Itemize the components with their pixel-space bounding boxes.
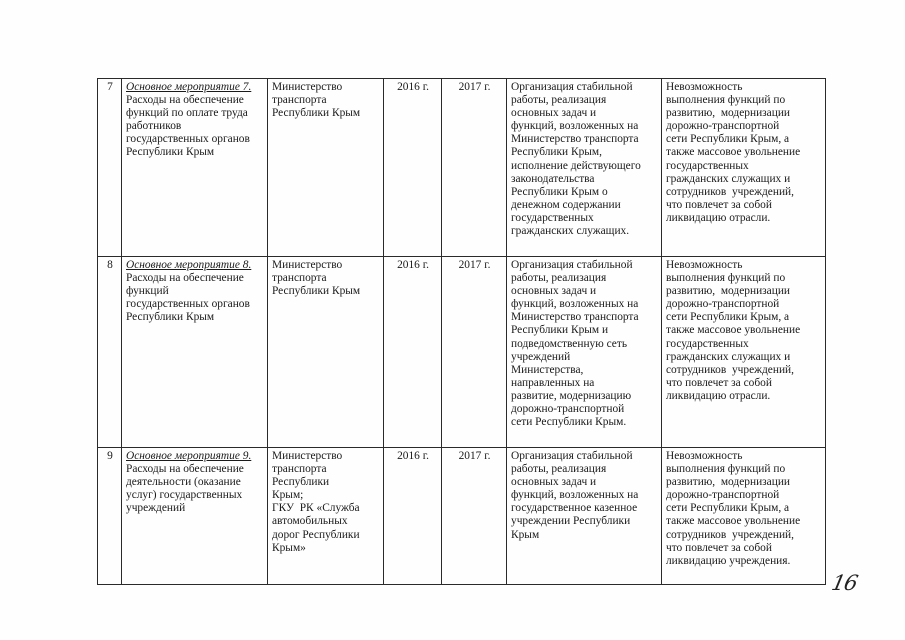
executor-cell <box>268 448 384 585</box>
consequence-line: дорожно-транспортной <box>666 120 780 133</box>
activity-description-line: учреждений <box>126 502 186 515</box>
executor-line: Крым» <box>272 541 306 554</box>
executor-line: Республики Крым <box>272 285 361 298</box>
result-line: Крым <box>511 528 540 541</box>
consequences-cell <box>662 257 826 448</box>
consequence-line: Невозможность <box>666 81 743 93</box>
executor-line: транспорта <box>272 272 327 285</box>
result-line: денежном содержании <box>511 198 621 211</box>
end-year-cell <box>442 257 507 448</box>
activity-title: Основное мероприятие 9. <box>126 450 252 462</box>
start-year: 2016 г. <box>397 81 429 93</box>
result-line: Министерство транспорта <box>511 133 639 146</box>
executor-line: Крым; <box>272 489 304 502</box>
result-line: учреждении Республики <box>511 515 631 528</box>
activity-description-line: функций по оплате труда <box>126 107 248 120</box>
start-year-cell <box>384 257 442 448</box>
expected-result-cell <box>507 79 662 257</box>
activity-description-line: работников <box>126 120 182 133</box>
consequence-line: сотрудников учреждений, <box>666 185 794 198</box>
row-number: 7 <box>107 81 113 93</box>
result-line: гражданских служащих. <box>511 225 630 238</box>
consequence-line: что повлечет за собой <box>666 541 772 554</box>
end-year-cell <box>442 79 507 257</box>
end-year: 2017 г. <box>458 450 491 462</box>
result-line: основных задач и <box>511 107 597 120</box>
result-line: сети Республики Крым. <box>511 416 627 429</box>
consequence-line: также массовое увольнение <box>666 324 801 337</box>
row-number: 9 <box>107 450 113 462</box>
activity-description-line: Расходы на обеспечение <box>126 463 244 476</box>
executor-cell <box>268 257 384 448</box>
expected-result-cell <box>507 257 662 448</box>
handwritten-page-number: 16 <box>829 571 860 595</box>
result-line: развитие, модернизацию <box>511 389 632 402</box>
consequence-line: гражданских служащих и <box>666 172 791 185</box>
executor-line: транспорта <box>272 463 327 476</box>
result-line: Министерства, <box>511 363 584 376</box>
executor-line: Министерство <box>272 81 343 93</box>
executor-line: дорог Республики <box>272 528 360 541</box>
consequence-line: сотрудников учреждений, <box>666 528 794 541</box>
consequence-line: выполнения функций по <box>666 94 786 107</box>
consequence-line: развитию, модернизации <box>666 107 791 120</box>
consequence-line: сети Республики Крым, а <box>666 133 790 146</box>
consequence-line: сети Республики Крым, а <box>666 502 790 515</box>
table-row <box>98 257 826 448</box>
result-line: работы, реализация <box>511 463 607 476</box>
table-row <box>98 79 826 257</box>
result-line: функций, возложенных на <box>511 489 639 502</box>
consequence-line: Невозможность <box>666 450 743 462</box>
consequence-line: дорожно-транспортной <box>666 298 780 311</box>
result-line: основных задач и <box>511 476 597 489</box>
result-line: Республики Крым и <box>511 324 609 337</box>
consequence-line: что повлечет за собой <box>666 376 772 389</box>
result-line: направленных на <box>511 376 595 389</box>
consequence-line: ликвидацию учреждения. <box>666 554 791 567</box>
activity-cell <box>122 257 268 448</box>
result-line: функций, возложенных на <box>511 298 639 311</box>
end-year: 2017 г. <box>458 259 491 271</box>
consequence-line: развитию, модернизации <box>666 285 791 298</box>
consequences-cell <box>662 79 826 257</box>
executor-line: Министерство <box>272 259 343 271</box>
result-line: государственных <box>511 211 594 224</box>
result-line: Республики Крым, <box>511 146 602 159</box>
result-line: учреждений <box>511 350 571 363</box>
start-year-cell <box>384 448 442 585</box>
activity-description-line: Расходы на обеспечение <box>126 94 244 107</box>
result-line: дорожно-транспортной <box>511 403 625 416</box>
executor-cell <box>268 79 384 257</box>
consequence-line: развитию, модернизации <box>666 476 791 489</box>
activity-description-line: Республики Крым <box>126 311 215 324</box>
start-year-cell <box>384 79 442 257</box>
activity-description-line: услуг) государственных <box>126 489 243 502</box>
row-number-cell <box>98 79 122 257</box>
result-line: государственное казенное <box>511 502 638 515</box>
consequence-line: выполнения функций по <box>666 463 786 476</box>
result-line: Министерство транспорта <box>511 311 639 324</box>
consequences-cell <box>662 448 826 585</box>
activity-cell <box>122 448 268 585</box>
result-line: Организация стабильной <box>511 81 633 93</box>
consequence-line: сотрудников учреждений, <box>666 363 794 376</box>
result-line: Организация стабильной <box>511 450 633 462</box>
activity-description-line: государственных органов <box>126 133 250 146</box>
activity-description-line: государственных органов <box>126 298 250 311</box>
activity-description-line: функций <box>126 285 169 298</box>
expected-result-cell <box>507 448 662 585</box>
activity-title: Основное мероприятие 8. <box>126 259 252 271</box>
consequence-line: ликвидацию отрасли. <box>666 389 771 402</box>
executor-line: транспорта <box>272 94 327 107</box>
result-line: работы, реализация <box>511 272 607 285</box>
end-year-cell <box>442 448 507 585</box>
executor-line: автомобильных <box>272 515 348 528</box>
row-number-cell <box>98 448 122 585</box>
consequence-line: выполнения функций по <box>666 272 786 285</box>
result-line: функций, возложенных на <box>511 120 639 133</box>
result-line: Организация стабильной <box>511 259 633 271</box>
consequence-line: дорожно-транспортной <box>666 489 780 502</box>
activity-description-line: Республики Крым <box>126 146 215 159</box>
start-year: 2016 г. <box>397 259 429 271</box>
consequence-line: также массовое увольнение <box>666 146 801 159</box>
activity-cell <box>122 79 268 257</box>
row-number: 8 <box>107 259 113 271</box>
consequence-line: ликвидацию отрасли. <box>666 211 771 224</box>
consequence-line: государственных <box>666 337 749 350</box>
result-line: исполнение действующего <box>511 159 641 172</box>
consequence-line: что повлечет за собой <box>666 198 772 211</box>
activity-description-line: деятельности (оказание <box>126 476 241 489</box>
start-year: 2016 г. <box>397 450 429 462</box>
activities-table <box>97 78 826 585</box>
row-number-cell <box>98 257 122 448</box>
table-row <box>98 448 826 585</box>
executor-line: Министерство <box>272 450 343 462</box>
result-line: законодательства <box>511 172 595 185</box>
executor-line: ГКУ РК «Служба <box>272 502 360 515</box>
executor-line: Республики <box>272 476 330 489</box>
result-line: основных задач и <box>511 285 597 298</box>
consequence-line: сети Республики Крым, а <box>666 311 790 324</box>
consequence-line: также массовое увольнение <box>666 515 801 528</box>
activity-description-line: Расходы на обеспечение <box>126 272 244 285</box>
consequence-line: государственных <box>666 159 749 172</box>
end-year: 2017 г. <box>458 81 491 93</box>
activity-title: Основное мероприятие 7. <box>126 81 252 93</box>
consequence-line: гражданских служащих и <box>666 350 791 363</box>
result-line: подведомственную сеть <box>511 337 628 350</box>
executor-line: Республики Крым <box>272 107 361 120</box>
result-line: Республики Крым о <box>511 185 608 198</box>
consequence-line: Невозможность <box>666 259 743 271</box>
result-line: работы, реализация <box>511 94 607 107</box>
